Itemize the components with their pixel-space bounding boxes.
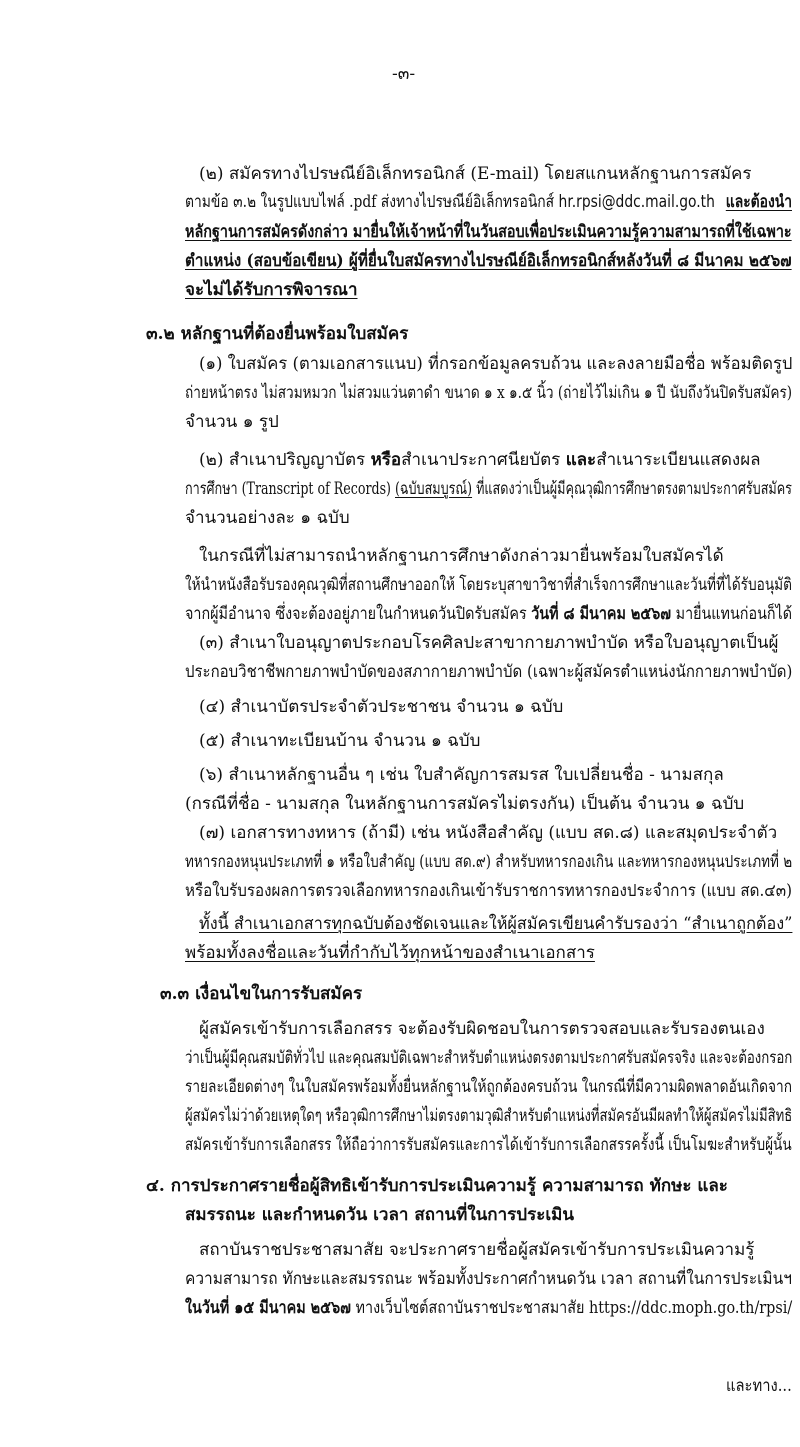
email-para-line-3: หลักฐานการสมัครดังกล่าว มายื่นให้เจ้าหน้าที่ในวันสอบเพื่อประเมินความรู้ความสามารถที่ใช้เฉพาะ [185,222,792,242]
conditions-line-1: ผู้สมัครเข้ารับการเลือกสรร จะต้องรับผิดชอบในการตรวจสอบและรับรองตนเอง [199,1019,765,1039]
cert-para-line-2: ให้นำหนังสือรับรองคุณวุฒิที่สถานศึกษาออกให้ โดยระบุสาขาวิชาที่สำเร็จการศึกษาและวันที่ที่ได้รับอนุมัติ [185,575,792,595]
item-7-line-2: ทหารกองหนุนประเภทที่ ๑ หรือใบสำคัญ (แบบ สด.๙) สำหรับทหารกองเกิน และทหารกองหนุนประเภทที่ ๒ [185,852,793,872]
email-emphasis: และต้องนำ [725,192,792,212]
email-para-line-2-text: ตามข้อ ๓.๒ ในรูปแบบไฟล์ .pdf ส่งทางไปรษณีย์อิเล็กทรอนิกส์ [185,192,555,212]
section-4-heading-line-1: ๔. การประกาศรายชื่อผู้สิทธิเข้ารับการประเมินความรู้ ความสามารถ ทักษะ และ [146,1176,728,1196]
item-2-line-1 [199,449,761,471]
item-2-part-a: (๒) สำเนาปริญญาบัตร [199,450,366,470]
continued-marker: และทาง... [726,1376,792,1396]
item-2-transcript: การศึกษา (Transcript of Records) [185,479,391,499]
cert-para-line-3 [185,603,792,625]
section-3-2-heading: ๓.๒ หลักฐานที่ต้องยื่นพร้อมใบสมัคร [146,324,409,344]
cert-para-end: มายื่นแทนก่อนก็ได้ [675,604,793,624]
item-7-line-3: หรือใบรับรองผลการตรวจเลือกทหารกองเกินเข้ารับราชการทหารกองประจำการ (แบบ สด.๔๓) [185,881,792,901]
item-1-line-1: (๑) ใบสมัคร (ตามเอกสารแนบ) ที่กรอกข้อมูลครบถ้วน และลงลายมือชื่อ พร้อมติดรูป [199,354,793,374]
email-para-line-1: (๒) สมัครทางไปรษณีย์อิเล็กทรอนิกส์ (E-mail) โดยสแกนหลักฐานการสมัคร [199,164,752,184]
conditions-line-3: รายละเอียดต่างๆ ในใบสมัครพร้อมทั้งยื่นหลักฐานให้ถูกต้องครบถ้วน ในกรณีที่มีความผิดพลาดอันเกิดจาก [185,1077,792,1097]
email-para-line-5: จะไม่ได้รับการพิจารณา [185,280,358,300]
section-4-heading-line-2: สมรรถนะ และกำหนดวัน เวลา สถานที่ในการประเมิน [185,1205,574,1225]
item-6-line-1: (๖) สำเนาหลักฐานอื่น ๆ เช่น ใบสำคัญการสมรส ใบเปลี่ยนชื่อ - นามสกุล [199,765,724,785]
item-2-complete: (ฉบับสมบูรณ์) [395,479,473,499]
item-6-line-2: (กรณีที่ชื่อ - นามสกุล ในหลักฐานการสมัครไม่ตรงกัน) เป็นต้น จำนวน ๑ ฉบับ [185,794,745,814]
item-2-part-c: สำเนาประกาศนียบัตร [401,450,561,470]
note-line-2: พร้อมทั้งลงชื่อและวันที่กำกับไว้ทุกหน้าของสำเนาเอกสาร [185,943,595,963]
email-para-line-2 [185,191,792,213]
item-7-line-1: (๗) เอกสารทางทหาร (ถ้ามี) เช่น หนังสือสำคัญ (แบบ สด.๘) และสมุดประจำตัว [199,823,778,843]
page-number: -๓- [392,64,416,84]
announce-date: ในวันที่ ๑๕ มีนาคม ๒๕๖๗ [185,1298,351,1318]
item-3-line-1: (๓) สำเนาใบอนุญาตประกอบโรคศิลปะสาขากายภาพบำบัด หรือใบอนุญาตเป็นผู้ [199,633,779,653]
announce-line-3 [185,1297,792,1319]
note-line-1: ทั้งนี้ สำเนาเอกสารทุกฉบับต้องชัดเจนและให้ผู้สมัครเขียนคำรับรองว่า “สำเนาถูกต้อง” [199,914,793,934]
item-2-line-3: จำนวนอย่างละ ๑ ฉบับ [185,508,350,528]
announce-line-1: สถาบันราชประชาสมาสัย จะประกาศรายชื่อผู้สมัครเข้ารับการประเมินความรู้ [199,1240,755,1260]
item-2-qualification: ที่แสดงว่าเป็นผู้มีคุณวุฒิการศึกษาตรงตามประกาศรับสมัคร [476,479,792,499]
conditions-line-2: ว่าเป็นผู้มีคุณสมบัติทั่วไป และคุณสมบัติเฉพาะสำหรับตำแหน่งตรงตามประกาศรับสมัครจริง และจะต้องกรอก [185,1048,793,1068]
item-1-line-2: ถ่ายหน้าตรง ไม่สวมหมวก ไม่สวมแว่นตาดำ ขนาด ๑ x ๑.๕ นิ้ว (ถ่ายไว้ไม่เกิน ๑ ปี นับถึงวันปิดรับสมัคร) [185,383,793,403]
item-2-part-e: สำเนาระเบียนแสดงผล [596,450,761,470]
conditions-line-4: ผู้สมัครไม่ว่าด้วยเหตุใดๆ หรือวุฒิการศึกษาไม่ตรงตามวุฒิสำหรับตำแหน่งที่สมัครอันมีผลทำให้ผู้สมัครไม่มีสิทธิ [185,1106,793,1126]
item-2-line-2 [185,478,792,500]
email-para-line-4: ตำแหน่ง (สอบข้อเขียน) ผู้ที่ยื่นใบสมัครทางไปรษณีย์อิเล็กทรอนิกส์หลังวันที่ ๘ มีนาคม ๒๕๖๗ [185,251,792,271]
item-2-or: หรือ [370,450,402,470]
cert-deadline: วันที่ ๘ มีนาคม ๒๕๖๗ [531,604,672,624]
announce-website: ทางเว็บไซต์สถาบันราชประชาสมาสัย https://ddc.moph.go.th/rpsi/ [355,1298,793,1318]
item-4: (๔) สำเนาบัตรประจำตัวประชาชน จำนวน ๑ ฉบับ [199,697,564,717]
cert-para-line-1: ในกรณีที่ไม่สามารถนำหลักฐานการศึกษาดังกล่าวมายื่นพร้อมใบสมัครได้ [199,546,724,566]
item-2-and: และ [565,450,597,470]
item-3-line-2: ประกอบวิชาชีพกายภาพบำบัดของสภากายภาพบำบัด (เฉพาะผู้สมัครตำแหน่งนักกายภาพบำบัด) [185,662,793,682]
item-1-line-3: จำนวน ๑ รูป [185,412,279,432]
announce-line-2: ความสามารถ ทักษะและสมรรถนะ พร้อมทั้งประกาศกำหนดวัน เวลา สถานที่ในการประเมินฯ [185,1269,792,1289]
item-5: (๕) สำเนาทะเบียนบ้าน จำนวน ๑ ฉบับ [199,731,481,751]
email-address: hr.rpsi@ddc.mail.go.th [558,192,715,212]
conditions-line-5: สมัครเข้ารับการเลือกสรร ให้ถือว่าการรับสมัครและการได้เข้ารับการเลือกสรรครั้งนี้ เป็นโมฆะสำหรับผู้นั้น [185,1135,792,1155]
cert-para-text: จากผู้มีอำนาจ ซึ่งจะต้องอยู่ภายในกำหนดวันปิดรับสมัคร [185,604,527,624]
section-3-3-heading: ๓.๓ เงื่อนไขในการรับสมัคร [160,984,363,1004]
